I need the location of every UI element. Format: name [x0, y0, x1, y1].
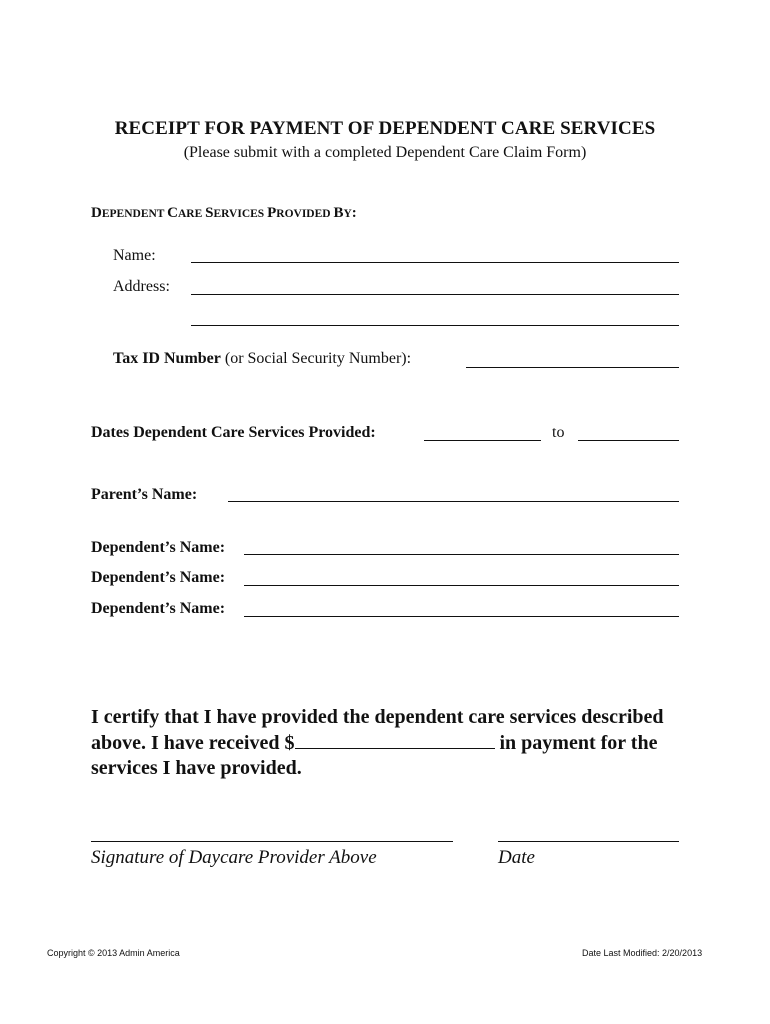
certification-text-part2: in payment for the services I have provided.	[91, 732, 658, 779]
dependent-name-field-2[interactable]	[244, 585, 679, 586]
payment-amount-field[interactable]	[295, 730, 495, 749]
dependent-name-field-3[interactable]	[244, 616, 679, 617]
dates-to-field[interactable]	[578, 440, 679, 441]
provider-address-label: Address:	[113, 278, 170, 295]
dependent-name-label-1: Dependent’s Name:	[91, 539, 226, 556]
date-caption: Date	[498, 847, 535, 868]
dependent-name-label-3: Dependent’s Name:	[91, 600, 226, 617]
provider-name-label: Name:	[113, 247, 156, 264]
dates-label: Dates Dependent Care Services Provided:	[91, 424, 376, 441]
tax-id-note: (or Social Security Number):	[224, 350, 412, 367]
signature-caption: Signature of Daycare Provider Above	[91, 847, 377, 868]
certification-text-part1: I certify that I have provided the dependent care services described above. I have received $	[91, 706, 664, 754]
dates-to-word: to	[552, 424, 565, 441]
provider-name-field[interactable]	[191, 262, 679, 263]
provider-signature-field[interactable]	[91, 841, 453, 842]
parent-name-field[interactable]	[228, 501, 679, 502]
dates-from-field[interactable]	[424, 440, 541, 441]
parent-name-label: Parent’s Name:	[91, 486, 198, 503]
dependent-name-label-2: Dependent’s Name:	[91, 569, 226, 586]
form-title: RECEIPT FOR PAYMENT OF DEPENDENT CARE SERVICES	[114, 118, 656, 139]
tax-id-label	[113, 350, 411, 368]
provider-address-field-line1[interactable]	[191, 294, 679, 295]
signature-date-field[interactable]	[498, 841, 679, 842]
tax-id-label-bold: Tax ID Number	[113, 350, 221, 367]
last-modified-footer: Date Last Modified: 2/20/2013	[582, 948, 703, 958]
provider-address-field-line2[interactable]	[191, 325, 679, 326]
copyright-footer: Copyright © 2013 Admin America	[47, 948, 180, 958]
form-subtitle: (Please submit with a completed Dependent Care Claim Form)	[183, 144, 587, 161]
provider-section-heading: DEPENDENT CARE SERVICES PROVIDED BY:	[91, 205, 357, 221]
dependent-name-field-1[interactable]	[244, 554, 679, 555]
tax-id-field[interactable]	[466, 367, 679, 368]
certification-statement	[91, 705, 691, 781]
